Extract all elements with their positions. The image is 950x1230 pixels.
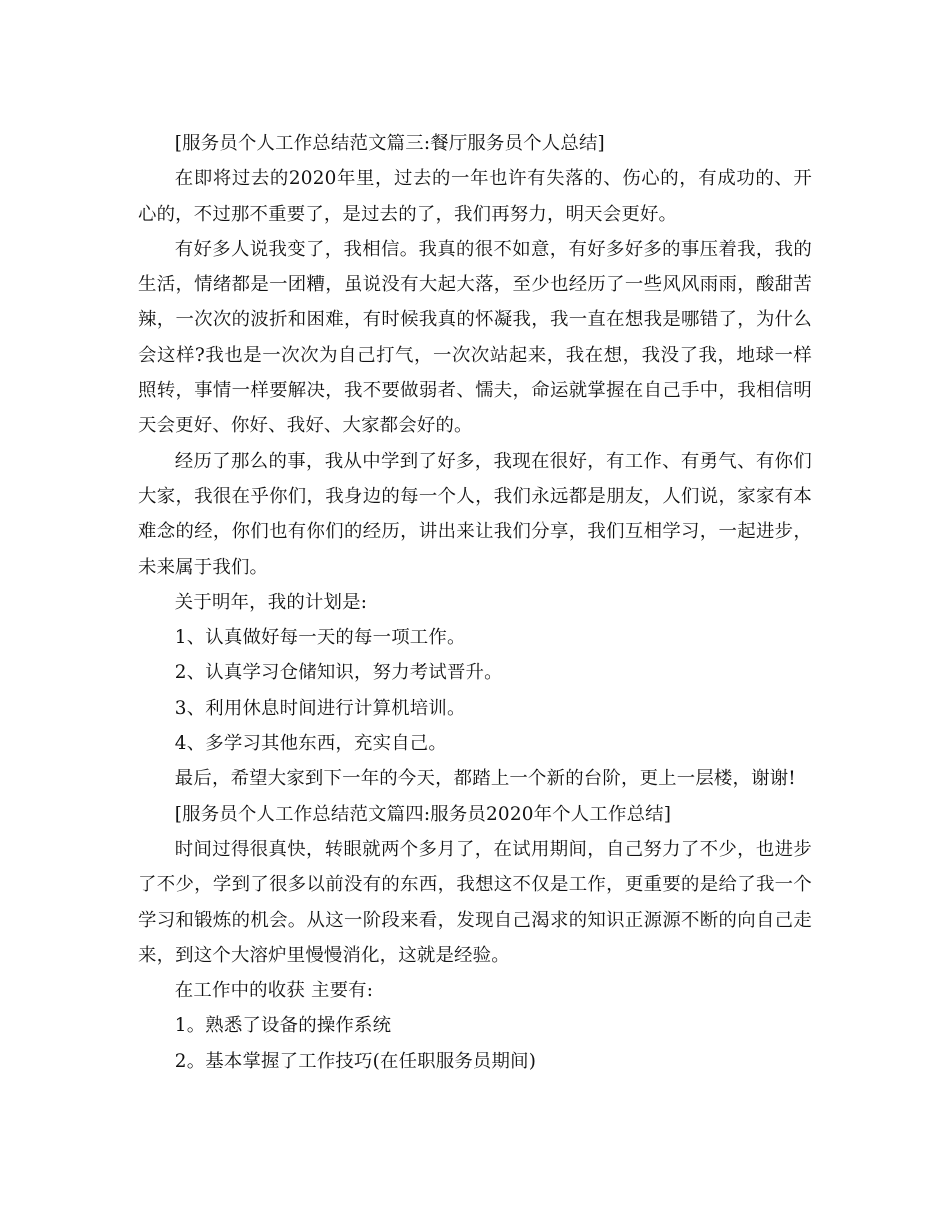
paragraph: 时间过得很真快，转眼就两个多月了，在试用期间，自己努力了不少，也进步了不少，学到了很多以前没有的东西，我想这不仅是工作，更重要的是给了我一个学习和锻炼的机会。从这一阶段来看，发现自己渴求的知识正源源不断的向自己走来，到这个大溶炉里慢慢消化，这就是经验。 bbox=[138, 838, 812, 966]
list-item: 2、认真学习仓储知识，努力考试晋升。 bbox=[174, 662, 503, 684]
document-body bbox=[138, 126, 812, 1079]
paragraph: 在即将过去的2020年里，过去的一年也许有失落的、伤心的，有成功的、开心的，不过那不重要了，是过去的了，我们再努力，明天会更好。 bbox=[138, 168, 812, 225]
paragraph: 经历了那么的事，我从中学到了好多，我现在很好，有工作、有勇气、有你们大家，我很在乎你们，我身边的每一个人，我们永远都是朋友，人们说，家家有本难念的经，你们也有你们的经历，讲出来让我们分享，我们互相学习，一起进步，未来属于我们。 bbox=[138, 450, 812, 578]
paragraph: 在工作中的收获 主要有: bbox=[174, 980, 374, 1002]
list-item: 3、利用休息时间进行计算机培训。 bbox=[174, 697, 466, 719]
section-heading-3: [服务员个人工作总结范文篇三:餐厅服务员个人总结] bbox=[174, 133, 605, 154]
paragraph: 有好多人说我变了，我相信。我真的很不如意，有好多好多的事压着我，我的生活，情绪都是一团糟，虽说没有大起大落，至少也经历了一些风风雨雨，酸甜苦辣，一次次的波折和困难，有时候我真的怀凝我，我一直在想我是哪错了，为什么会这样?我也是一次次为自己打气，一次次站起来，我在想，我没了我，地球一样照转，事情一样要解决，我不要做弱者、懦夫，命运就掌握在自己手中，我相信明天会更好、你好、我好、大家都会好的。 bbox=[138, 238, 812, 437]
list-item: 4、多学习其他东西，充实自己。 bbox=[174, 733, 447, 755]
list-item: 2。基本掌握了工作技巧(在任职服务员期间) bbox=[174, 1050, 537, 1072]
paragraph: 关于明年，我的计划是: bbox=[174, 591, 368, 613]
list-item: 1、认真做好每一天的每一项工作。 bbox=[174, 627, 466, 649]
section-heading-4: [服务员个人工作总结范文篇四:服务员2020年个人工作总结] bbox=[174, 803, 672, 825]
paragraph: 最后，希望大家到下一年的今天，都踏上一个新的台阶，更上一层楼，谢谢! bbox=[174, 768, 796, 790]
list-item: 1。熟悉了设备的操作系统 bbox=[174, 1015, 392, 1037]
